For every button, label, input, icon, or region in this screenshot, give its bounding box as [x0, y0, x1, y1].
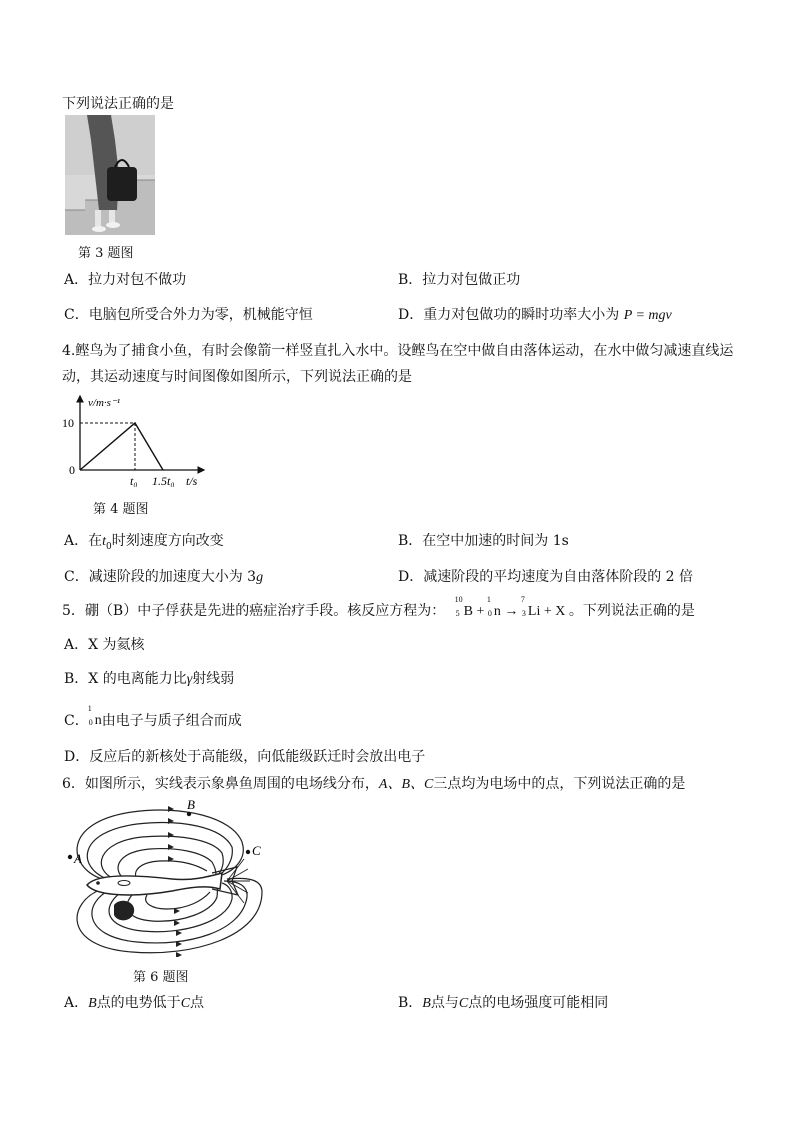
- q6-option-a: [64, 992, 204, 1012]
- person-on-stairs-photo: [65, 115, 155, 235]
- y-tick-10: 10: [62, 416, 74, 430]
- q6-option-b-pre: B．: [398, 995, 423, 1011]
- q5-option-c-post: 由电子与质子组合而成: [101, 713, 242, 729]
- q4-vt-graph: [62, 392, 212, 487]
- q6-option-b-post: 点的电场强度可能相同: [468, 995, 609, 1011]
- q5-stem-pre: 5．硼（B）中子俘获是先进的癌症治疗手段。核反应方程为：: [62, 603, 446, 619]
- q5c-n-mass: 1: [87, 704, 92, 713]
- q6-option-b-v1: B: [422, 996, 431, 1011]
- q6-option-a-v1: B: [88, 996, 97, 1011]
- q4-option-a-pre: A．在: [64, 533, 103, 549]
- q4-caption: 第 4 题图: [93, 502, 149, 517]
- x-tick-1-5t0: 1.5t₀: [152, 474, 175, 487]
- q6-stem-vars: A、B、C: [378, 777, 434, 792]
- q3-option-d-text: D．重力对包做功的瞬时功率大小为: [398, 307, 620, 323]
- q5-option-b-var: γ: [186, 672, 193, 687]
- q4-option-c: [64, 566, 263, 586]
- q6-option-a-pre: A．: [64, 995, 89, 1011]
- x-axis-label: t/s: [186, 474, 198, 487]
- q5-stem-post: 。下列说法正确的是: [568, 603, 695, 619]
- q4-option-a-sub: 0: [106, 541, 112, 552]
- q5-option-b-pre: B．X 的电离能力比: [64, 671, 187, 687]
- n-mass: 1: [486, 594, 491, 604]
- q4-option-a-var: t: [102, 534, 107, 549]
- q6-option-b-v2: C: [458, 996, 469, 1011]
- plus-x: + X: [543, 604, 566, 619]
- li-mass: 7: [520, 594, 525, 604]
- q5-option-a: A．X 为氦核: [64, 637, 145, 653]
- q6-stem-post: 三点均为电场中的点，下列说法正确的是: [433, 776, 686, 792]
- q4-option-b: B．在空中加速的时间为 1s: [398, 533, 569, 549]
- q5-option-c: [64, 704, 242, 730]
- q4-option-c-text: C．减速阶段的加速度大小为 3: [64, 569, 257, 585]
- q5-option-c-pre: C．: [64, 713, 89, 729]
- q4-stem-line2: 动，其运动速度与时间图像如图所示，下列说法正确的是: [62, 369, 412, 385]
- q6-stem: [62, 773, 685, 793]
- y-axis-label: v/m·s⁻¹: [88, 397, 121, 409]
- q4-option-c-var: g: [256, 570, 264, 585]
- plus-1: +: [476, 604, 485, 619]
- point-a: [68, 855, 72, 859]
- q6-option-a-post: 点: [190, 995, 205, 1011]
- q3-option-d-formula: P = mgv: [623, 308, 672, 323]
- x-tick-t0: t₀: [130, 474, 138, 487]
- q3-stem: 下列说法正确的是: [62, 96, 174, 112]
- q6-option-a-mid: 点的电势低于: [96, 995, 181, 1011]
- q4-option-d: D．减速阶段的平均速度为自由落体阶段的 2 倍: [398, 569, 694, 585]
- label-c: C: [252, 843, 261, 858]
- origin-label: 0: [69, 463, 75, 477]
- q3-option-c: C．电脑包所受合外力为零，机械能守恒: [64, 307, 313, 323]
- li-z: 3: [521, 608, 526, 618]
- q3-option-b: B．拉力对包做正功: [398, 272, 521, 288]
- q4-stem-line1: 4.鲣鸟为了捕食小鱼，有时会像箭一样竖直扎入水中。设鲣鸟在空中做自由落体运动，在水中做匀减速直线运: [62, 343, 734, 359]
- b-mass: 10: [454, 594, 463, 604]
- b-symbol: B: [463, 603, 473, 619]
- q4-option-a-post: 时刻速度方向改变: [111, 533, 224, 549]
- q5c-n-symbol: n: [94, 713, 102, 728]
- q6-option-b: [398, 992, 608, 1012]
- q5-option-b-post: 射线弱: [192, 671, 235, 687]
- arrow: →: [504, 604, 519, 619]
- n-symbol: n: [493, 603, 501, 619]
- stone-icon: [114, 901, 134, 921]
- label-b: B: [187, 797, 195, 812]
- point-b: [187, 812, 191, 816]
- b-z: 5: [455, 608, 460, 618]
- vt-line: [80, 423, 163, 470]
- q6-field-figure: [62, 797, 277, 957]
- q6-option-b-mid: 点与: [430, 995, 459, 1011]
- q6-option-a-v2: C: [180, 996, 191, 1011]
- q3-option-a: A．拉力对包不做功: [64, 272, 187, 288]
- q3-photo: [65, 115, 155, 235]
- q3-option-d: [398, 304, 672, 324]
- q3-caption: 第 3 题图: [78, 246, 134, 261]
- point-c: [246, 850, 250, 854]
- q5-stem: [62, 594, 695, 620]
- q6-stem-pre: 6．如图所示，实线表示象鼻鱼周围的电场线分布，: [62, 776, 379, 792]
- q4-option-a: [64, 530, 224, 552]
- q6-caption: 第 6 题图: [133, 970, 189, 985]
- li-symbol: Li: [527, 603, 541, 619]
- velocity-time-graph: [62, 392, 212, 487]
- electric-field-lines-figure: [62, 797, 277, 957]
- q5-equation: [454, 594, 569, 619]
- n-z: 0: [487, 608, 492, 618]
- q5c-n-z: 0: [88, 718, 93, 727]
- q5-option-d: D．反应后的新核处于高能级，向低能级跃迁时会放出电子: [64, 749, 426, 765]
- label-a: A: [74, 851, 82, 866]
- q5-option-b: [64, 668, 234, 688]
